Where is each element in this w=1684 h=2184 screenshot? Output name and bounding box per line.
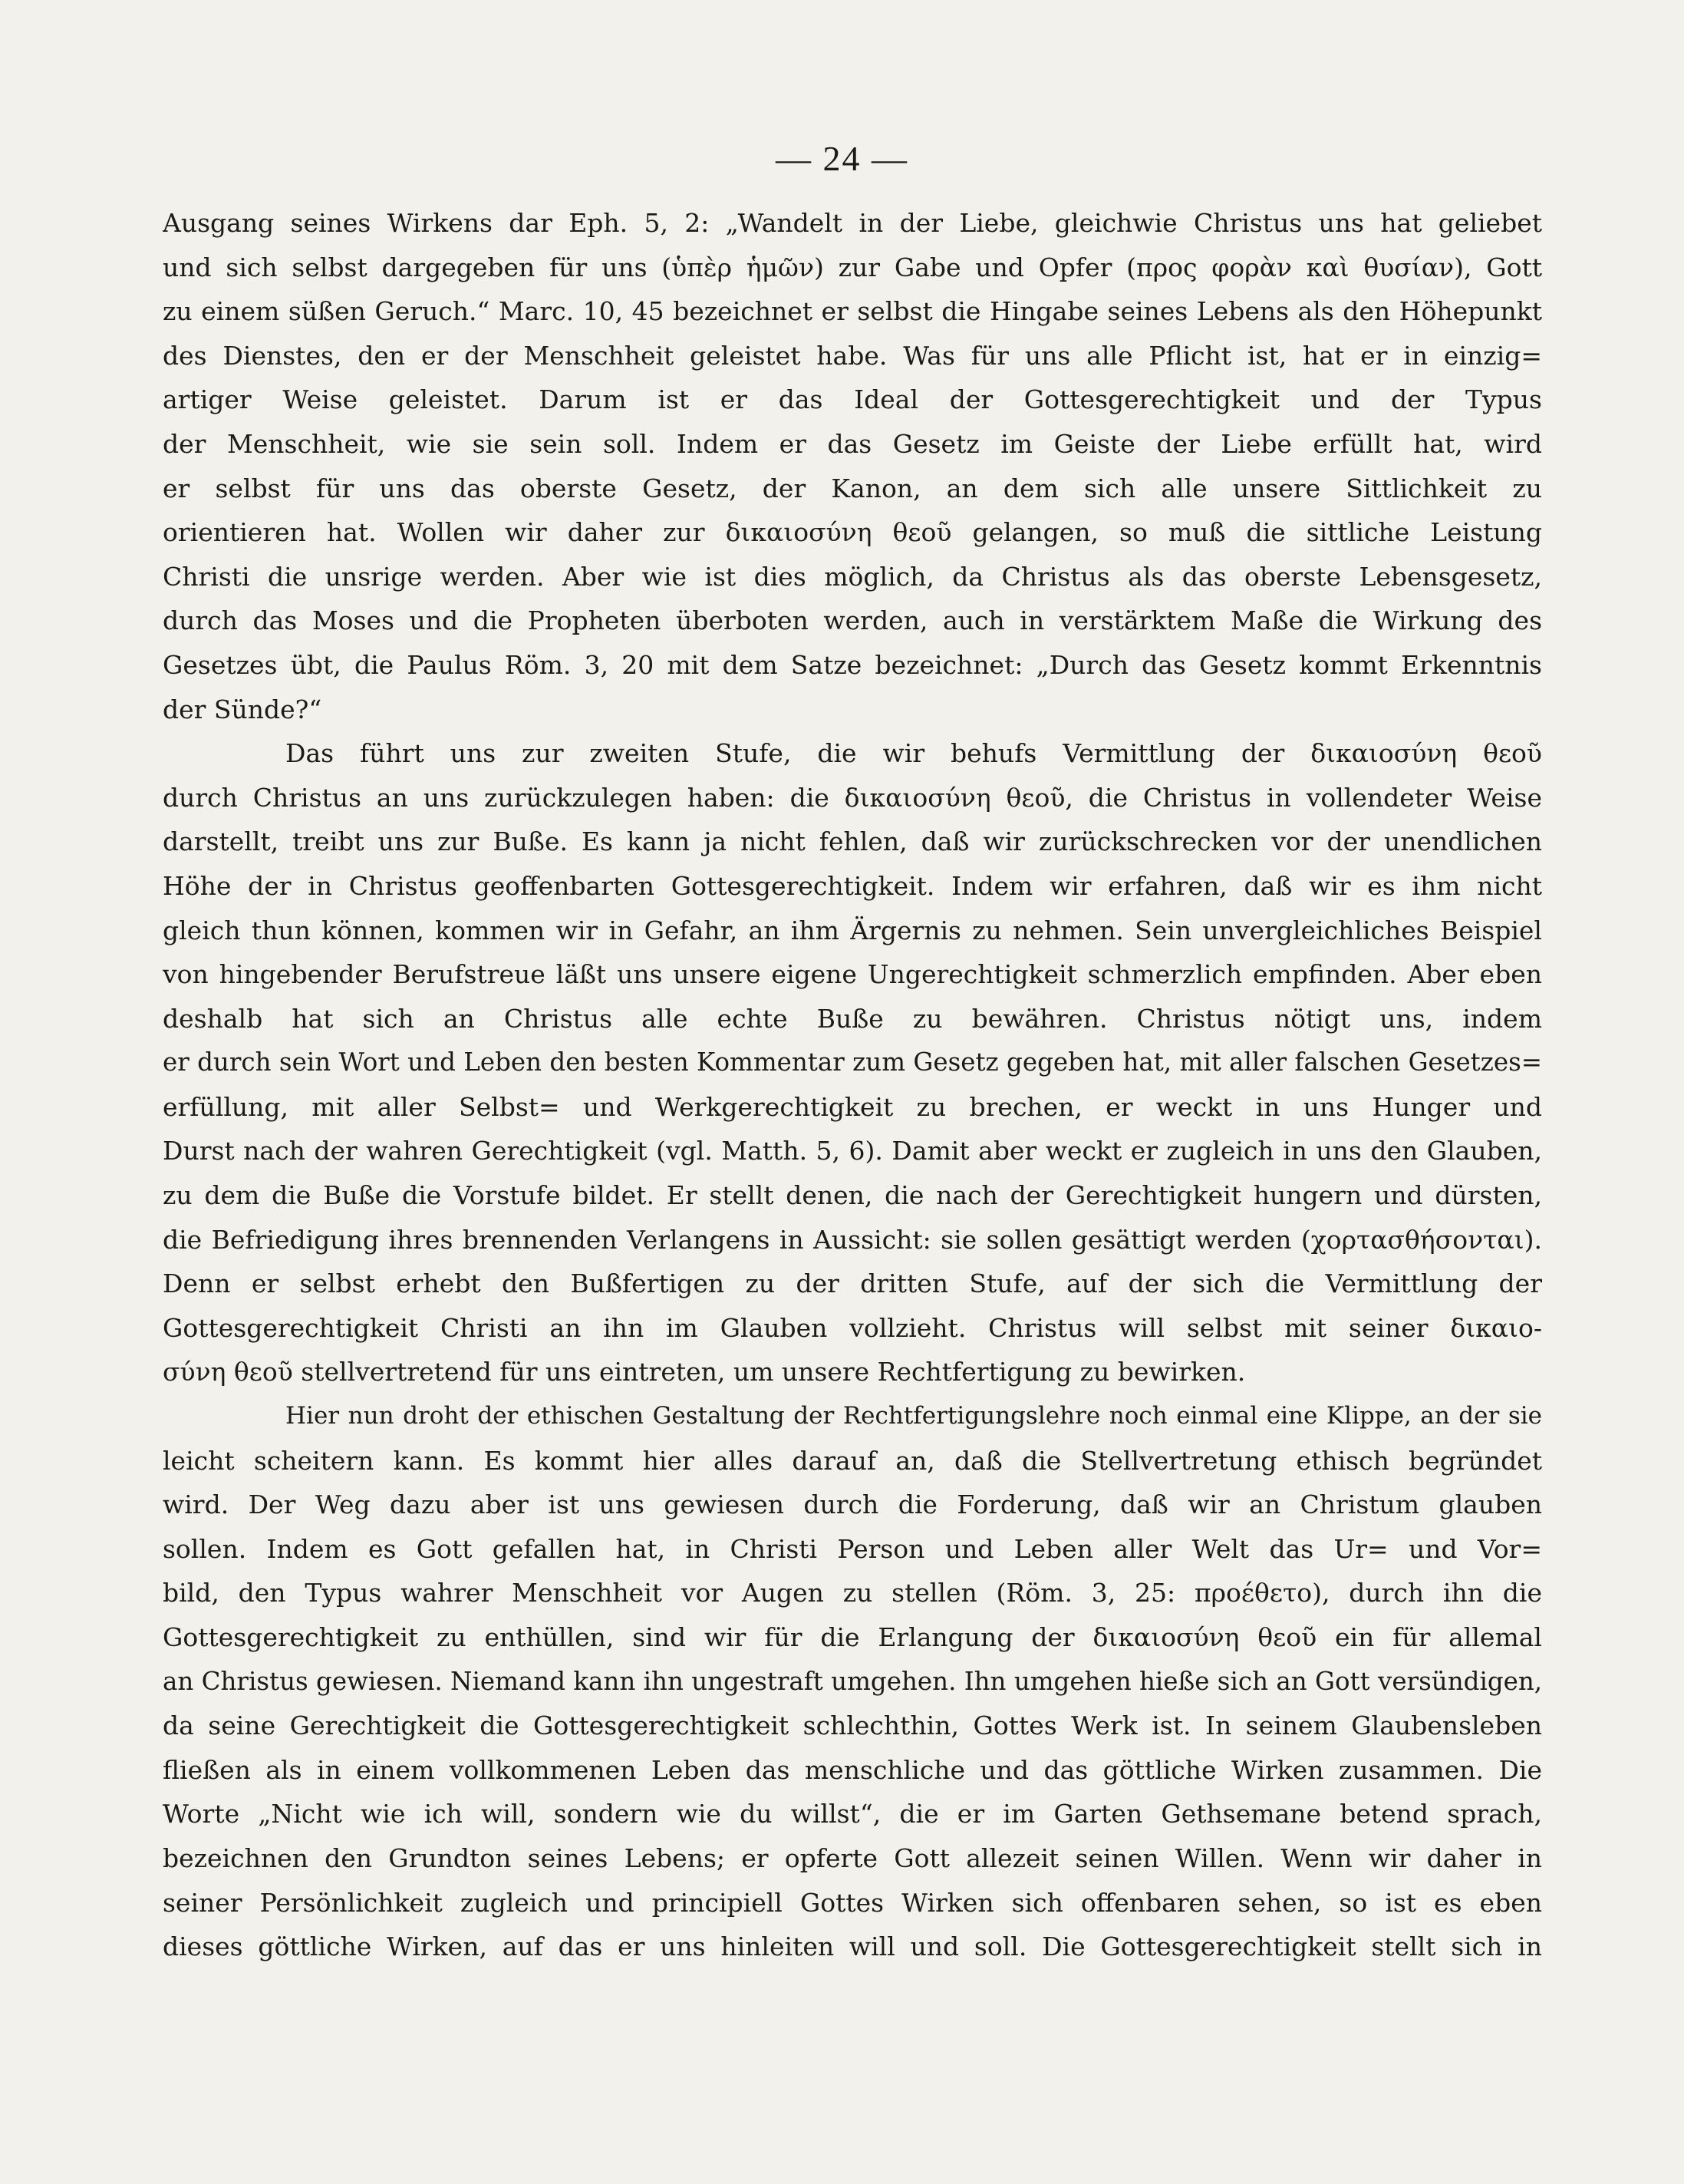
text-line: Gesetzes übt, die Paulus Röm. 3, 20 mit dem Satze bezeichnet: „Durch das Gesetz kommt Erkenntnis bbox=[163, 649, 1542, 680]
text-line: darstellt, treibt uns zur Buße. Es kann ja nicht fehlen, daß wir zurückschrecken vor der unendlichen bbox=[163, 826, 1542, 857]
body-text bbox=[163, 201, 1542, 1969]
text-line: Durst nach der wahren Gerechtigkeit (vgl. Matth. 5, 6). Damit aber weckt er zugleich in uns den Glauben, bbox=[163, 1136, 1542, 1166]
text-line: fließen als in einem vollkommenen Leben das menschliche und das göttliche Wirken zusammen. Die bbox=[163, 1754, 1542, 1785]
text-line: durch Christus an uns zurückzulegen haben: die δικαιοσύνη θεοῦ, die Christus in vollendeter Weise bbox=[163, 782, 1542, 813]
text-line: orientieren hat. Wollen wir daher zur δικαιοσύνη θεοῦ gelangen, so muß die sittliche Leistung bbox=[163, 517, 1542, 548]
text-line: des Dienstes, den er der Menschheit geleistet habe. Was für uns alle Pflicht ist, hat er in einzig= bbox=[163, 340, 1542, 371]
text-line: der Sünde?“ bbox=[163, 694, 322, 724]
text-line: Christi die unsrige werden. Aber wie ist dies möglich, da Christus als das oberste Lebensgesetz, bbox=[163, 561, 1542, 592]
text-line: artiger Weise geleistet. Darum ist er das Ideal der Gottesgerechtigkeit und der Typus bbox=[163, 384, 1542, 415]
text-line: wird. Der Weg dazu aber ist uns gewiesen durch die Forderung, daß wir an Christum glauben bbox=[163, 1490, 1542, 1520]
text-line: dieses göttliche Wirken, auf das er uns hinleiten will und soll. Die Gottesgerechtigkeit stellt sich in bbox=[163, 1932, 1542, 1962]
text-line: er durch sein Wort und Leben den besten Kommentar zum Gesetz gegeben hat, mit aller falschen Gesetzes= bbox=[163, 1047, 1542, 1077]
text-line: bild, den Typus wahrer Menschheit vor Augen zu stellen (Röm. 3, 25: προέθετο), durch ihn die bbox=[163, 1578, 1542, 1608]
text-line: Ausgang seines Wirkens dar Eph. 5, 2: „Wandelt in der Liebe, gleichwie Christus uns hat geliebet bbox=[163, 208, 1542, 238]
text-line: an Christus gewiesen. Niemand kann ihn ungestraft umgehen. Ihn umgehen hieße sich an Gott versündigen, bbox=[163, 1666, 1542, 1696]
text-line: sollen. Indem es Gott gefallen hat, in Christi Person und Leben aller Welt das Ur= und Vor= bbox=[163, 1533, 1542, 1564]
text-line: durch das Moses und die Propheten überboten werden, auch in verstärktem Maße die Wirkung des bbox=[163, 605, 1542, 636]
text-line: leicht scheitern kann. Es kommt hier alles darauf an, daß die Stellvertretung ethisch begründet bbox=[163, 1445, 1542, 1476]
text-line: seiner Persönlichkeit zugleich und principiell Gottes Wirken sich offenbaren sehen, so ist es eben bbox=[163, 1887, 1542, 1918]
text-line: σύνη θεοῦ stellvertretend für uns eintreten, um unsere Rechtfertigung zu bewirken. bbox=[163, 1357, 1246, 1387]
text-line: Denn er selbst erhebt den Bußfertigen zu der dritten Stufe, auf der sich die Vermittlung der bbox=[163, 1269, 1542, 1299]
text-line: da seine Gerechtigkeit die Gottesgerechtigkeit schlechthin, Gottes Werk ist. In seinem Glaubensleben bbox=[163, 1711, 1542, 1741]
text-line: der Menschheit, wie sie sein soll. Indem er das Gesetz im Geiste der Liebe erfüllt hat, wird bbox=[163, 428, 1542, 459]
text-line: deshalb hat sich an Christus alle echte Buße zu bewähren. Christus nötigt uns, indem bbox=[163, 1003, 1542, 1034]
text-line: Gottesgerechtigkeit zu enthüllen, sind wir für die Erlangung der δικαιοσύνη θεοῦ ein für allemal bbox=[163, 1622, 1542, 1652]
text-line: zu einem süßen Geruch.“ Marc. 10, 45 bezeichnet er selbst die Hingabe seines Lebens als den Höhepunkt bbox=[163, 296, 1542, 327]
text-line: Gottesgerechtigkeit Christi an ihn im Glauben vollzieht. Christus will selbst mit seiner δικαιο- bbox=[163, 1312, 1542, 1343]
text-line: er selbst für uns das oberste Gesetz, der Kanon, an dem sich alle unsere Sittlichkeit zu bbox=[163, 473, 1542, 503]
text-line: und sich selbst dargegeben für uns (ὑπὲρ ἡμῶν) zur Gabe und Opfer (προς φορὰν καὶ θυσίαν), Gott bbox=[163, 252, 1542, 282]
text-line: bezeichnen den Grundton seines Lebens; er opferte Gott allezeit seinen Willen. Wenn wir daher in bbox=[163, 1843, 1542, 1873]
text-line: gleich thun können, kommen wir in Gefahr, an ihm Ärgernis zu nehmen. Sein unvergleichliches Beispiel bbox=[163, 915, 1542, 945]
page-number: — 24 — bbox=[776, 139, 908, 178]
text-line: Höhe der in Christus geoffenbarten Gottesgerechtigkeit. Indem wir erfahren, daß wir es ihm nicht bbox=[163, 870, 1542, 901]
text-line: von hingebender Berufstreue läßt uns unsere eigene Ungerechtigkeit schmerzlich empfinden. Aber eben bbox=[163, 959, 1542, 990]
text-line: zu dem die Buße die Vorstufe bildet. Er stellt denen, die nach der Gerechtigkeit hungern und dürsten, bbox=[163, 1180, 1542, 1211]
text-line: erfüllung, mit aller Selbst= und Werkgerechtigkeit zu brechen, er weckt in uns Hunger und bbox=[163, 1091, 1542, 1122]
text-line: die Befriedigung ihres brennenden Verlangens in Aussicht: sie sollen gesättigt werden (χορτασθήσονται). bbox=[163, 1224, 1542, 1255]
text-line: Worte „Nicht wie ich will, sondern wie du willst“, die er im Garten Gethsemane betend sprach, bbox=[163, 1799, 1542, 1829]
text-line: Hier nun droht der ethischen Gestaltung der Rechtfertigungslehre noch einmal eine Klippe, an der sie bbox=[285, 1402, 1542, 1430]
text-line: Das führt uns zur zweiten Stufe, die wir behufs Vermittlung der δικαιοσύνη θεοῦ bbox=[285, 738, 1542, 769]
